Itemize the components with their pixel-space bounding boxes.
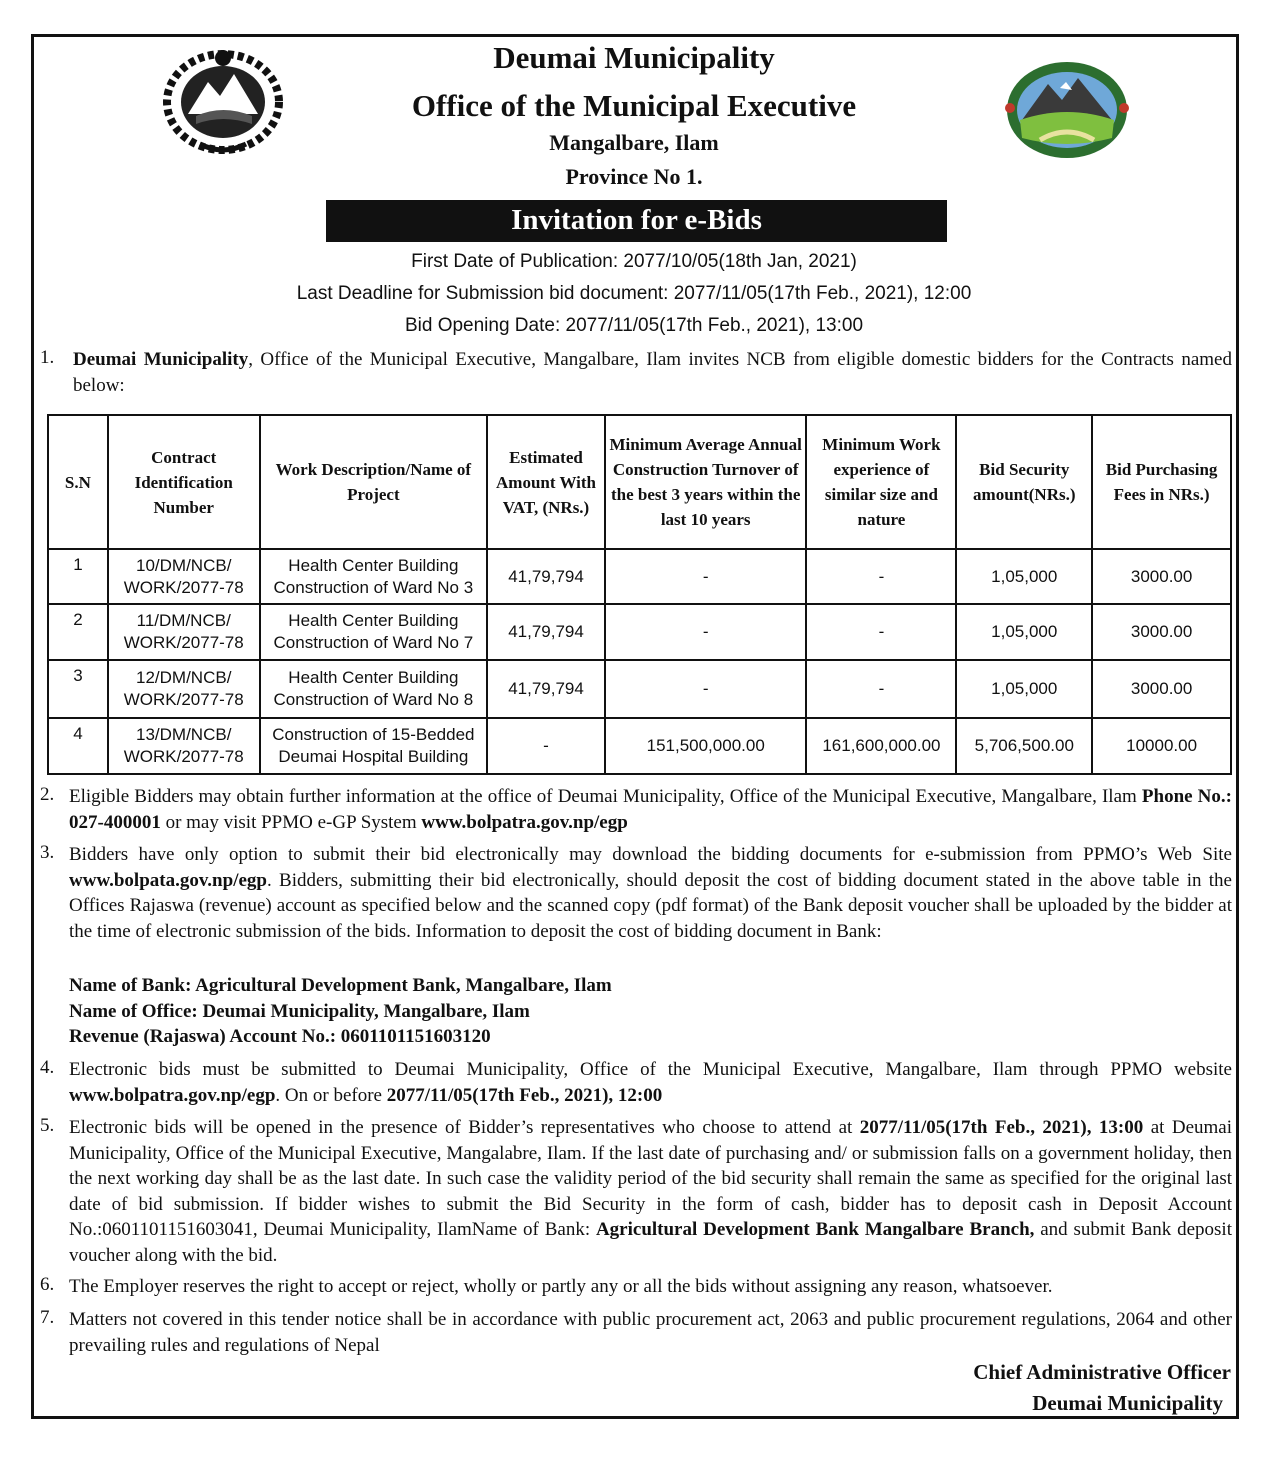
bank-branch: Agricultural Development Bank Mangalbare Branch,: [595, 1219, 1035, 1240]
table-row: [48, 718, 1231, 774]
revenue-account: Revenue (Rajaswa) Account No.: 0601101151603120: [69, 1026, 491, 1047]
item-number: 2.: [40, 784, 55, 805]
fee-cell: 3000.00: [1092, 660, 1231, 718]
paragraph-3: [69, 842, 1232, 944]
contract-id-line: 12/DM/NCB/: [136, 668, 232, 687]
column-header: Bid Purchasing Fees in NRs.): [1092, 415, 1231, 549]
sn-cell: 4: [48, 718, 108, 774]
turnover-cell: -: [605, 660, 807, 718]
office-location: Mangalbare, Ilam: [549, 130, 719, 155]
submission-deadline: Last Deadline for Submission bid document: 2077/11/05(17th Feb., 2021), 12:00: [296, 283, 972, 304]
paragraph-2: [69, 784, 1232, 835]
website-link[interactable]: www.bolpatra.gov.np/egp: [421, 811, 628, 833]
experience-cell: -: [806, 660, 956, 718]
table-header-row: [48, 415, 1231, 549]
paragraph-7: Matters not covered in this tender notice shall be in accordance with public procurement act, 2063 and public procurement regulations, 2064 and other prevailing rules and regulations of Nepal: [69, 1309, 1232, 1356]
sn-cell: 2: [48, 604, 108, 660]
column-header: Minimum Work experience of similar size and nature: [806, 415, 956, 549]
paragraph-text: Eligible Bidders may obtain further information at the office of Deumai Municipality, Office of the Municipal Executive, Mangalbare, Ilam: [69, 786, 1142, 807]
contract-id-line: WORK/2077-78: [123, 690, 244, 709]
office-name: Office of the Municipal Executive: [411, 88, 857, 123]
item-number: 5.: [40, 1115, 55, 1136]
experience-cell: -: [806, 549, 956, 604]
description-cell: [260, 718, 488, 774]
paragraph-text: . On or before: [275, 1084, 387, 1106]
column-header: S.N: [48, 415, 108, 549]
bid-opening-date: Bid Opening Date: 2077/11/05(17th Feb., 2021), 13:00: [404, 315, 864, 336]
municipality-name: Deumai Municipality: [493, 40, 775, 75]
office-name-line: Name of Office: Deumai Municipality, Mangalbare, Ilam: [69, 1000, 530, 1022]
security-cell: 1,05,000: [956, 660, 1092, 718]
description-line: Construction of Ward No 8: [273, 690, 474, 709]
description-line: Health Center Building: [288, 668, 459, 687]
column-header: Minimum Average Annual Construction Turnover of the best 3 years within the last 10 years: [605, 415, 807, 549]
table-row: [48, 549, 1231, 604]
item-number: 3.: [40, 842, 55, 863]
contract-id-cell: [108, 549, 260, 604]
paragraph-text: or may visit PPMO e-GP System: [160, 811, 422, 833]
submission-datetime: 2077/11/05(17th Feb., 2021), 12:00: [386, 1084, 663, 1106]
paragraph-1-bold: Deumai Municipality: [73, 349, 249, 370]
bank-name: Name of Bank: Agricultural Development Bank, Mangalbare, Ilam: [69, 975, 612, 996]
description-line: Health Center Building: [288, 611, 459, 630]
amount-cell: -: [487, 718, 605, 774]
contract-id-cell: [108, 718, 260, 774]
paragraph-text: Bidders have only option to submit their bid electronically may download the bidding documents for e-submission from PPMO’s Web Site: [69, 844, 1232, 865]
contract-id-line: 11/DM/NCB/: [136, 611, 231, 630]
paragraph-text: . Bidders, submitting their bid electronically, should deposit the cost of bidding document stated in the above table in the Offices Rajaswa (revenue) account as specified below and the scanned copy (pdf format) of the Bank deposit voucher shall be uploaded by the bidder at the time of electronic submission of the bids. Information to deposit the cost of bidding document in Bank:: [69, 869, 1232, 942]
province-label: Province No 1.: [565, 164, 703, 189]
description-cell: [260, 604, 488, 660]
contract-id-line: 10/DM/NCB/: [136, 555, 232, 575]
contract-id-line: WORK/2077-78: [123, 633, 244, 652]
fee-cell: 3000.00: [1092, 604, 1231, 660]
publication-date: First Date of Publication: 2077/10/05(18th Jan, 2021): [411, 251, 857, 272]
amount-cell: 41,79,794: [487, 604, 605, 660]
table-row: [48, 604, 1231, 660]
paragraph-1-text: , Office of the Municipal Executive, Mangalbare, Ilam invites NCB from eligible domestic bidders for the Contracts named below:: [73, 349, 1232, 396]
paragraph-1: [73, 347, 1232, 398]
description-line: Construction of 15-Bedded: [272, 725, 475, 744]
paragraph-text: Electronic bids will be opened in the presence of Bidder’s representatives who choose to attend at: [69, 1117, 860, 1138]
item-number: 7.: [40, 1307, 55, 1328]
security-cell: 1,05,000: [956, 549, 1092, 604]
column-header: Work Description/Name of Project: [260, 415, 488, 549]
description-cell: [260, 549, 488, 604]
paragraph-text: at Deumai Municipality, Office of the Municipal Executive, Mangalabre, Ilam. If the last date of purchasing and/ or submission falls on a government holiday, then the next working day shall be as the last date. In such case the validity period of the bid security shall remain the same as specified for the original last date of bid submission. If bidder wishes to submit the Bid Security in the form of cash, bidder has to deposit cash in Deposit Account No.:0601101151603041, Deumai Municipality, IlamName of Bank:: [69, 1117, 1232, 1240]
contract-id-cell: [108, 660, 260, 718]
item-number: 4.: [40, 1057, 55, 1078]
opening-datetime: 2077/11/05(17th Feb., 2021), 13:00: [859, 1117, 1144, 1138]
item-number: 6.: [40, 1274, 55, 1295]
column-header: Bid Security amount(NRs.): [956, 415, 1092, 549]
turnover-cell: 151,500,000.00: [605, 718, 807, 774]
table-row: [48, 660, 1231, 718]
amount-cell: 41,79,794: [487, 549, 605, 604]
fee-cell: 10000.00: [1092, 718, 1231, 774]
paragraph-text: and submit Bank deposit voucher along with the bid.: [69, 1219, 1232, 1266]
sn-cell: 1: [48, 549, 108, 604]
turnover-cell: -: [605, 549, 807, 604]
contract-id-line: WORK/2077-78: [123, 747, 244, 766]
contract-id-cell: [108, 604, 260, 660]
experience-cell: -: [806, 604, 956, 660]
contract-id-line: WORK/2077-78: [123, 577, 244, 597]
contract-id-line: 13/DM/NCB/: [136, 725, 232, 744]
website-link[interactable]: www.bolpatra.gov.np/egp: [69, 1084, 276, 1106]
description-cell: [260, 660, 488, 718]
contracts-table: [47, 414, 1232, 775]
description-line: Deumai Hospital Building: [278, 747, 469, 766]
description-line: Construction of Ward No 3: [273, 577, 474, 597]
signature-org: Deumai Municipality: [1032, 1391, 1223, 1415]
paragraph-6: The Employer reserves the right to accept or reject, wholly or partly any or all the bids without assigning any reason, whatsoever.: [69, 1276, 1053, 1297]
paragraph-5: [69, 1115, 1232, 1268]
paragraph-4: [69, 1057, 1232, 1108]
notice-title-banner: Invitation for e-Bids: [326, 200, 947, 242]
sn-cell: 3: [48, 660, 108, 718]
description-line: Construction of Ward No 7: [273, 633, 474, 652]
column-header: Contract Identification Number: [108, 415, 260, 549]
phone-number: Phone No.: 027-400001: [69, 786, 1232, 833]
experience-cell: 161,600,000.00: [806, 718, 956, 774]
item-number: 1.: [40, 347, 55, 368]
security-cell: 1,05,000: [956, 604, 1092, 660]
turnover-cell: -: [605, 604, 807, 660]
column-header: Estimated Amount With VAT, (NRs.): [487, 415, 605, 549]
description-line: Health Center Building: [288, 555, 459, 575]
fee-cell: 3000.00: [1092, 549, 1231, 604]
security-cell: 5,706,500.00: [956, 718, 1092, 774]
signature-title: Chief Administrative Officer: [973, 1360, 1231, 1384]
bank-details: [69, 973, 1232, 1050]
amount-cell: 41,79,794: [487, 660, 605, 718]
website-link[interactable]: www.bolpata.gov.np/egp: [69, 869, 267, 891]
paragraph-text: Electronic bids must be submitted to Deumai Municipality, Office of the Municipal Executive, Mangalbare, Ilam through PPMO website: [69, 1059, 1232, 1080]
